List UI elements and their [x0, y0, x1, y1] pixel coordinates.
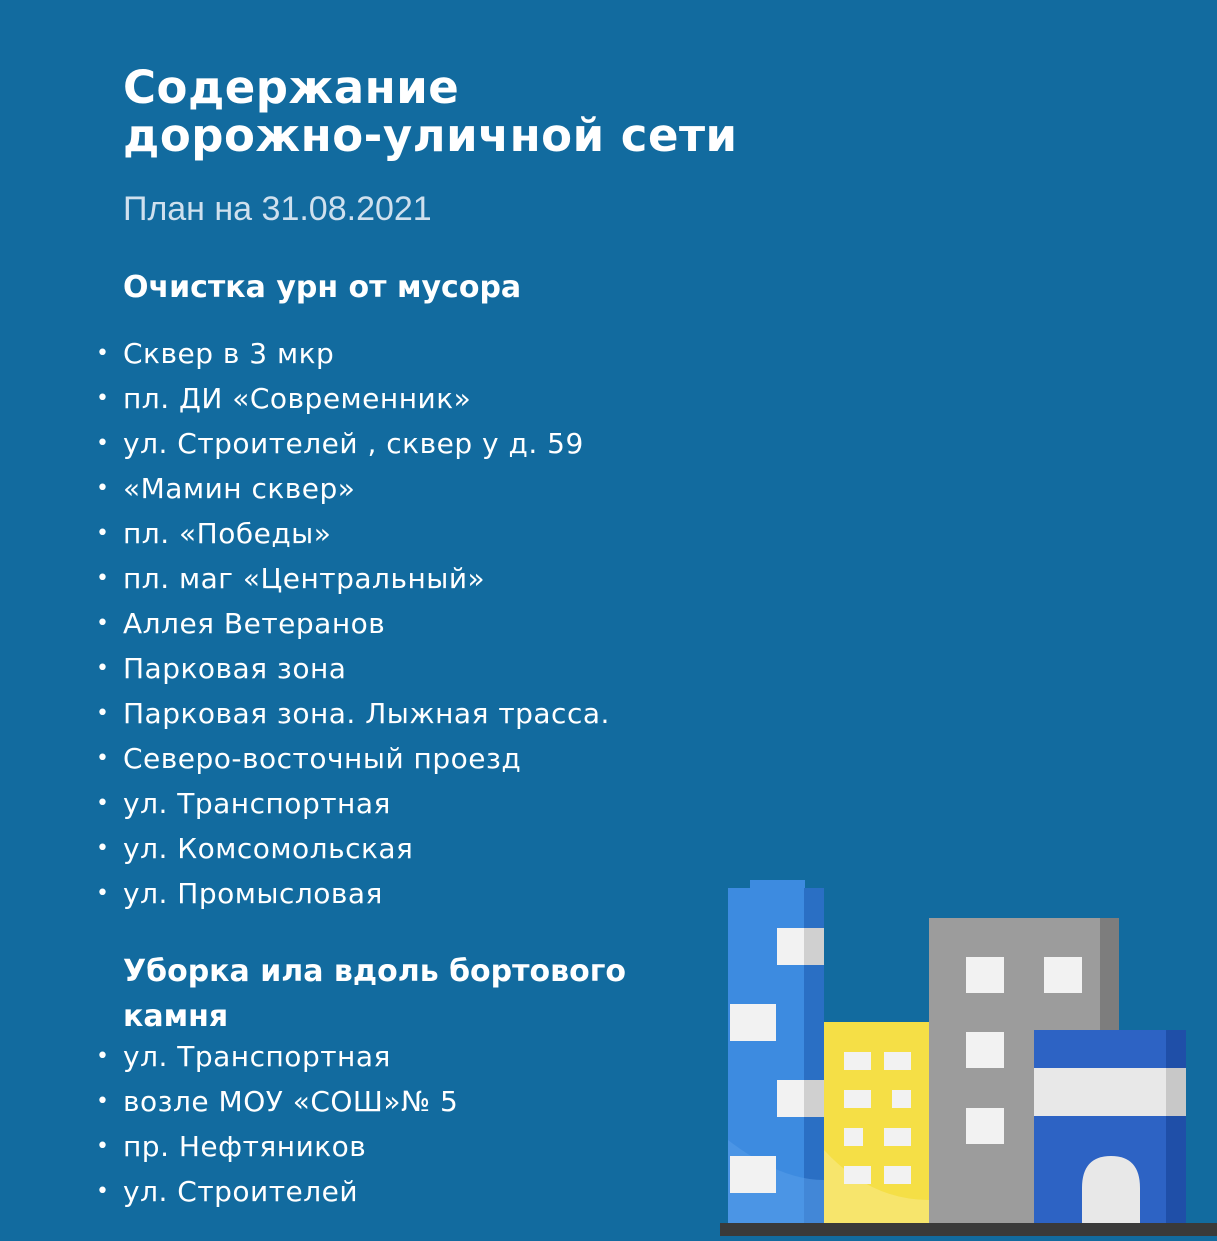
curb-silt-item — [0, 1169, 458, 1214]
bullet-icon: • — [96, 611, 110, 636]
bin-cleaning-item-label: ул. Строителей , сквер у д. 59 — [123, 427, 584, 460]
bin-cleaning-item-label: Аллея Ветеранов — [123, 607, 386, 640]
curb-silt-item-label: ул. Строителей — [123, 1175, 359, 1208]
bin-cleaning-item-label: пл. маг «Центральный» — [123, 562, 486, 595]
bullet-icon: • — [96, 566, 110, 591]
curb-silt-item-label: пр. Нефтяников — [123, 1130, 367, 1163]
curb-silt-list — [0, 1034, 458, 1214]
bin-cleaning-item-label: пл. «Победы» — [123, 517, 332, 550]
bin-cleaning-item-label: Северо-восточный проезд — [123, 742, 522, 775]
plan-date-subtitle: План на 31.08.2021 — [123, 190, 432, 228]
bullet-icon: • — [96, 701, 110, 726]
bin-cleaning-item — [0, 871, 610, 916]
bin-cleaning-item-label: Парковая зона. Лыжная трасса. — [123, 697, 610, 730]
bin-cleaning-item — [0, 421, 610, 466]
bullet-icon: • — [96, 881, 110, 906]
bullet-icon: • — [96, 386, 110, 411]
bin-cleaning-item — [0, 781, 610, 826]
page-title — [123, 61, 738, 162]
bin-cleaning-item — [0, 691, 610, 736]
bin-cleaning-item-label: «Мамин сквер» — [123, 472, 356, 505]
bin-cleaning-item — [0, 466, 610, 511]
curb-silt-item — [0, 1124, 458, 1169]
page-title-line-2: дорожно-уличной сети — [123, 109, 738, 162]
bin-cleaning-item — [0, 826, 610, 871]
bullet-icon: • — [96, 791, 110, 816]
bullet-icon: • — [96, 521, 110, 546]
curb-silt-item — [0, 1079, 458, 1124]
bullet-icon: • — [96, 746, 110, 771]
bin-cleaning-item — [0, 556, 610, 601]
curb-silt-item-label: ул. Транспортная — [123, 1040, 391, 1073]
bin-cleaning-item-label: Сквер в 3 мкр — [123, 337, 335, 370]
section-heading-curb-silt: Уборка ила вдоль бортового камня — [123, 954, 627, 1034]
bin-cleaning-item — [0, 511, 610, 556]
bin-cleaning-item-label: ул. Комсомольская — [123, 832, 414, 865]
bullet-icon: • — [96, 1089, 110, 1114]
bin-cleaning-item-label: ул. Транспортная — [123, 787, 391, 820]
curb-silt-item — [0, 1034, 458, 1079]
bin-cleaning-item-label: Парковая зона — [123, 652, 347, 685]
bin-cleaning-item — [0, 736, 610, 781]
section-heading-bin-cleaning: Очистка урн от мусора — [123, 270, 522, 305]
bullet-icon: • — [96, 1134, 110, 1159]
bin-cleaning-item — [0, 646, 610, 691]
bin-cleaning-item — [0, 331, 610, 376]
bullet-icon: • — [96, 836, 110, 861]
curb-silt-item-label: возле МОУ «СОШ»№ 5 — [123, 1085, 459, 1118]
bullet-icon: • — [96, 1044, 110, 1069]
bin-cleaning-item-label: ул. Промысловая — [123, 877, 383, 910]
page-title-line-1: Содержание — [123, 61, 460, 114]
bin-cleaning-list — [0, 331, 610, 916]
bullet-icon: • — [96, 476, 110, 501]
bin-cleaning-item-label: пл. ДИ «Современник» — [123, 382, 472, 415]
bullet-icon: • — [96, 341, 110, 366]
bin-cleaning-item — [0, 601, 610, 646]
city-buildings-icon — [720, 880, 1217, 1236]
bullet-icon: • — [96, 431, 110, 456]
bin-cleaning-item — [0, 376, 610, 421]
bullet-icon: • — [96, 656, 110, 681]
bullet-icon: • — [96, 1179, 110, 1204]
